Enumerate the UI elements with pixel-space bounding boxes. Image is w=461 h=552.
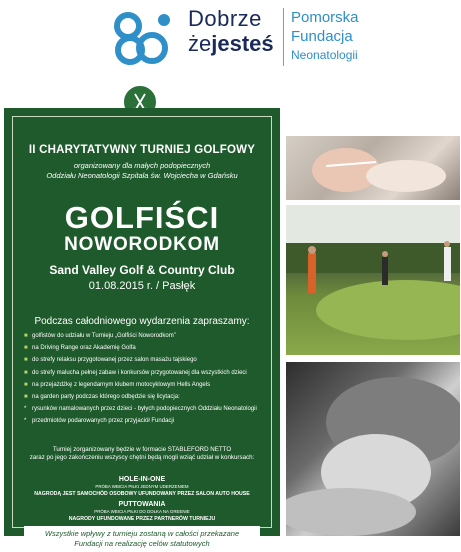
event-date: 01.08.2015 r. / Pasłęk xyxy=(88,280,196,292)
logo-neonatologii: Neonatologii xyxy=(291,48,358,62)
contest-hole-in-one-desc: PRÓBA WBICIA PIŁKI JEDNYM UDERZENIEM xyxy=(95,484,189,489)
proceeds-note xyxy=(24,526,260,552)
list-item: ■ na garden party podczas którego odbędzie się licytacja: xyxy=(24,394,180,401)
list-subitem: * przedmiotów podarowanych przez przyjaciół Fundacji xyxy=(24,418,175,425)
contest-intro: zaraz po jego zakończeniu wszyscy chętni będą mogli wziąć udział w konkursach: xyxy=(29,454,255,461)
logo-mark-icon xyxy=(110,8,176,66)
logo-fundacja-word: Fundacja xyxy=(291,28,353,45)
logo-dobrze: Dobrze xyxy=(188,6,262,31)
format-note: Turniej zorganizowany będzie w formacie STABLEFORD NETTO xyxy=(52,446,232,453)
logo-jestes-bold: jesteś xyxy=(211,31,274,56)
proceeds-note-line-2: Fundacji na realizację celów statutowych xyxy=(74,539,210,548)
poster-subtitle-2: Oddziału Neonatologii Szpitala św. Wojciecha w Gdańsku xyxy=(46,171,238,180)
list-item: ■ do strefy malucha pełnej zabaw i konkursów przygotowanej dla wszystkich dzieci xyxy=(24,369,247,376)
logo-pomorska: Pomorska xyxy=(291,9,359,26)
poster-title: II CHARYTATYWNY TURNIEJ GOLFOWY xyxy=(28,144,256,156)
foundation-logo xyxy=(0,0,461,90)
list-item: ■ golfistów do udziału w Turnieju „Golfiści Noworodkom” xyxy=(24,333,176,339)
event-poster xyxy=(4,108,280,548)
list-item: ■ do strefy relaksu przygotowanej przez salon masażu tajskiego xyxy=(24,357,197,364)
contest-hole-in-one-prize: NAGRODĄ JEST SAMOCHÓD OSOBOWY UFUNDOWANY PRZEZ SALON AUTO HOUSE xyxy=(34,491,250,497)
photo-golf-course xyxy=(286,205,460,355)
logo-jestes xyxy=(188,31,274,57)
list-item: ■ na Driving Range oraz Akademię Golfa xyxy=(24,345,136,352)
venue-name: Sand Valley Golf & Country Club xyxy=(49,263,235,277)
contest-putting-desc: PRÓBA WBICIA PIŁKI DO DOŁKA NA GREENIE xyxy=(94,509,190,514)
invite-list xyxy=(24,330,270,428)
event-name-golfisci: GOLFIŚCI xyxy=(64,200,220,235)
contest-putting-prize: NAGRODY UFUNDOWANE PRZEZ PARTNERÓW TURNIEJU xyxy=(68,516,216,522)
list-subitem: * rysunków namalowanych przez dzieci - byłych podopiecznych Oddziału Neonatologii xyxy=(24,406,257,413)
logo-ze: że xyxy=(188,31,212,56)
contest-putting: PUTTOWANIA xyxy=(118,501,166,508)
logo-divider xyxy=(283,8,284,66)
photo-newborn-incubator xyxy=(286,136,460,200)
proceeds-note-line-1: Wszystkie wpływy z turnieju zostaną w całości przekazane xyxy=(44,529,240,538)
contest-hole-in-one: HOLE-IN-ONE xyxy=(118,476,166,483)
logo-fundacja xyxy=(291,8,359,65)
invite-lead: Podczas całodniowego wydarzenia zapraszamy: xyxy=(34,316,250,327)
list-item: ■ na przejażdżkę z legendarnym klubem motocyklowym Hells Angels xyxy=(24,381,211,388)
poster-subtitle-1: organizowany dla małych podopiecznych xyxy=(73,161,211,170)
event-name-noworodkom: NOWORODKOM xyxy=(64,234,220,255)
photo-father-with-baby xyxy=(286,362,460,536)
